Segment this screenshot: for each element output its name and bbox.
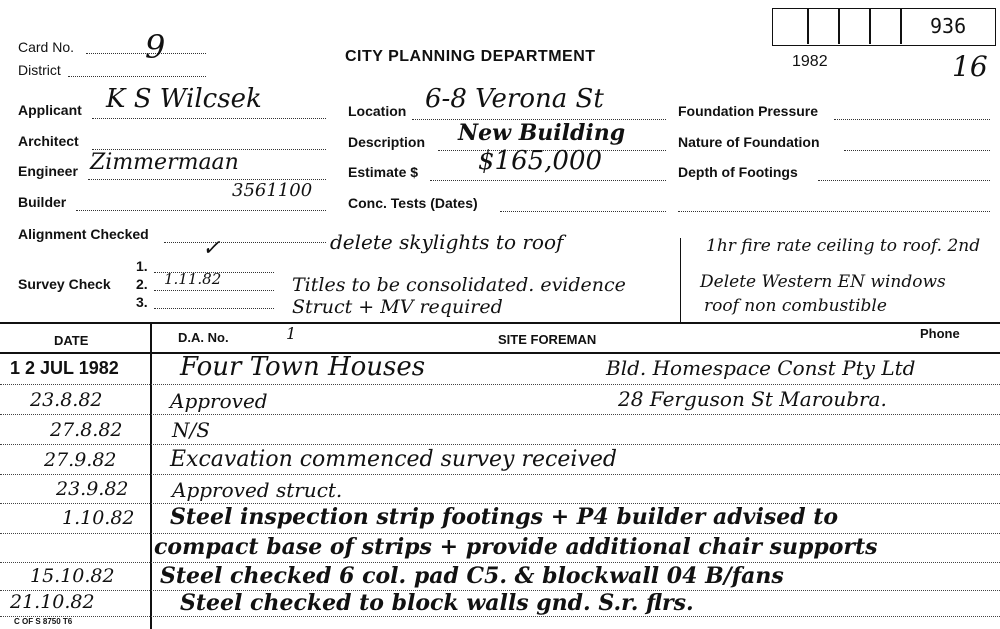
check-mark: ✓ [202, 236, 221, 261]
district-line [68, 76, 206, 77]
date-column-divider [150, 322, 152, 629]
row-rule [0, 444, 1000, 445]
note-right-2: Delete Western EN windows [700, 272, 946, 292]
nature-foundation-label: Nature of Foundation [678, 134, 820, 150]
row-extra: 28 Ferguson St Maroubra. [618, 387, 887, 411]
note-right-1: 1hr fire rate ceiling to roof. 2nd [706, 236, 981, 256]
row-entry: Four Town Houses [180, 352, 426, 382]
depth-footings-line [818, 180, 990, 181]
note-line-2: Titles to be consolidated. evidence [292, 274, 626, 296]
row-entry: Approved struct. [172, 478, 343, 502]
engineer-label: Engineer [18, 163, 78, 179]
survey-num-1: 1. [136, 258, 148, 274]
row-entry: Steel checked 6 col. pad C5. & blockwall 04 B/fans [160, 563, 784, 589]
applicant-line [92, 118, 326, 119]
ref-divider [838, 8, 840, 44]
conc-tests-label: Conc. Tests (Dates) [348, 195, 478, 211]
page-title: CITY PLANNING DEPARTMENT [345, 48, 596, 65]
location-label: Location [348, 103, 407, 119]
alignment-line [164, 242, 326, 243]
conc-tests-line [500, 211, 666, 212]
applicant-label: Applicant [18, 102, 82, 118]
card-no-label: Card No. [18, 39, 75, 55]
col-date-header: DATE [54, 333, 89, 348]
foundation-pressure-label: Foundation Pressure [678, 103, 819, 119]
ref-divider [869, 8, 871, 44]
page-mark: 16 [952, 50, 988, 83]
survey-date: 1.11.82 [164, 270, 222, 288]
row-entry: compact base of strips + provide additional chair supports [154, 534, 878, 560]
survey-num-2: 2. [136, 276, 148, 292]
description-value: New Building [458, 120, 626, 146]
alignment-label: Alignment Checked [18, 226, 149, 242]
estimate-label: Estimate $ [348, 164, 419, 180]
reference-number: 936 [930, 14, 967, 38]
row-date: 27.8.82 [50, 419, 123, 441]
row-date: 23.9.82 [56, 478, 129, 500]
nature-foundation-line [844, 150, 990, 151]
year-label: 1982 [792, 53, 828, 70]
applicant-value: K S Wilcsek [106, 84, 262, 114]
row-entry: N/S [172, 418, 210, 442]
row-entry: Steel inspection strip footings + P4 builder advised to [170, 504, 839, 530]
survey-num-3: 3. [136, 294, 148, 310]
ref-divider [900, 8, 902, 44]
survey-line-2 [154, 290, 274, 291]
note-line-1: delete skylights to roof [330, 230, 564, 254]
table-header-rule [0, 352, 1000, 354]
depth-footings-label: Depth of Footings [678, 164, 798, 180]
row-date: 15.10.82 [30, 565, 115, 587]
ref-divider [807, 8, 809, 44]
note-line-3: Struct + MV required [292, 296, 503, 318]
form-code: C OF S 8750 T6 [14, 617, 73, 626]
row-rule [0, 616, 1000, 617]
row-date: 1.10.82 [62, 507, 135, 529]
extra-line [678, 211, 990, 212]
row-entry: Approved [170, 389, 268, 413]
row-date: 21.10.82 [10, 591, 95, 613]
row-date: 27.9.82 [44, 449, 117, 471]
survey-line-3 [154, 308, 274, 309]
builder-value: 3561100 [232, 180, 313, 201]
row-entry: Steel checked to block walls gnd. S.r. flrs. [180, 590, 694, 616]
architect-label: Architect [18, 133, 79, 149]
builder-label: Builder [18, 194, 67, 210]
engineer-value: Zimmermaan [90, 150, 239, 175]
col-phone-header: Phone [920, 326, 960, 341]
row-date: 23.8.82 [30, 389, 103, 411]
row-date: 1 2 JUL 1982 [10, 358, 119, 378]
row-rule [0, 384, 1000, 385]
description-label: Description [348, 134, 426, 150]
row-rule [0, 474, 1000, 475]
card-no-value: 9 [145, 28, 166, 66]
row-extra: Bld. Homespace Const Pty Ltd [606, 356, 916, 380]
estimate-line [430, 180, 666, 181]
estimate-value: $165,000 [478, 146, 603, 176]
row-rule [0, 414, 1000, 415]
col-foreman-header: SITE FOREMAN [498, 332, 597, 347]
foundation-pressure-line [834, 119, 990, 120]
builder-line [76, 210, 326, 211]
col-da-mark: 1 [286, 324, 297, 343]
district-label: District [18, 62, 61, 78]
location-value: 6-8 Verona St [425, 84, 604, 114]
row-entry: Excavation commenced survey received [170, 447, 617, 472]
survey-label: Survey Check [18, 276, 111, 292]
col-da-header: D.A. No. [178, 330, 229, 345]
note-right-3: roof non combustible [704, 296, 887, 316]
notes-divider [680, 238, 681, 324]
